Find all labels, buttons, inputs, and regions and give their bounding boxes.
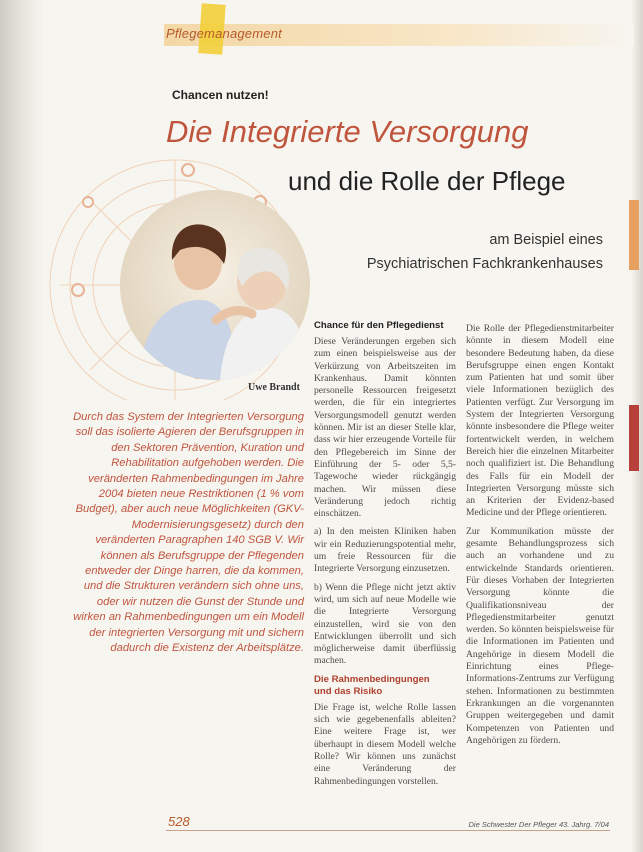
binding-shadow — [0, 0, 44, 852]
section-heading-chance: Chance für den Pflegedienst — [314, 320, 444, 331]
caregiver-elderly-photo — [120, 190, 310, 380]
article-title: Die Integrierte Versorgung — [166, 114, 529, 149]
body-column-right — [466, 323, 614, 753]
article-subtitle: und die Rolle der Pflege — [288, 166, 566, 196]
article-tagline-line1: am Beispiel eines — [489, 232, 603, 248]
thumb-tab-orange — [629, 200, 639, 270]
section-label: Pflegemanagement — [166, 26, 282, 41]
body-column-middle — [314, 316, 456, 794]
body-paragraph: Die Rolle der Pflegedienstmitarbeiter könnte in diesem Modell eine besondere Bedeutung haben, da diese Berufsgruppe einen engen Kontakt zum Patienten hat und somit über viele Informationen bezüglich des Patienten verfügt. Zur Versorgung im System der Integrierten Versorgung könnte insbesondere die Pflege weiter fortentwickelt werden, in welchem Bereich hier die einzelnen Mitarbeiter noch qualifiziert ist. Die Behandlung des Falls für ein Modell der Integrierten Versorgung müsste sich an Kriterien der Evidenz-based Medicine und der Pflege orientieren. — [466, 323, 614, 519]
section-heading-rahmen — [314, 674, 456, 698]
article-tagline-line2: Psychiatrischen Fachkrankenhauses — [366, 256, 603, 272]
footer-rule — [166, 830, 610, 831]
journal-reference: Die Schwester Der Pfleger 43. Jahrg. 7/04 — [468, 820, 609, 829]
body-paragraph: Diese Veränderungen ergeben sich zum einen beispielsweise aus der Verkürzung von Arbeitszeiten im Krankenhaus. Damit könnten personelle Ressourcen freigesetzt werden, die für ein integriertes Versorgungsmodell genutzt werden können. Mir ist an dieser Stelle klar, dass wir hier erzeugende Vorteile für den Pflegebereich im Sinne der Einführung der 5- oder 5,5-Tagewoche wieder rückgängig machen. Wir müssen diese Veränderung jedoch richtig einschätzen. — [314, 336, 456, 520]
body-paragraph: Zur Kommunikation müsste der gesamte Behandlungsprozess sich auch an vorhandene und zu entwickelnde Standards orientieren. Für dieses Vorhaben der Integrierten Versorgung könnte die Qualifikationsniveau der Pflegedienstmitarbeiter genutzt werden. So könnten beispielsweise für die Informationen im Patienten und Angehörige in diesem Modell die Einrichtung eines Pflege-Informations-Zentrums zur Verfügung stehen. Informationen zu bestimmten Erkrankungen an die vorgenannten Gruppen weitergegeben und damit Kompetenzen von Patienten und Angehörigen zu fördern. — [466, 525, 614, 746]
body-paragraph: a) In den meisten Kliniken haben wir ein Reduzierungspotential mehr, um freie Ressourcen für die Integrierte Versorgung einzusetzen. — [314, 526, 456, 575]
photo-illustration — [120, 190, 310, 380]
page-number: 528 — [168, 814, 190, 829]
author-credit: Uwe Brandt — [248, 382, 300, 393]
intro-paragraph: Durch das System der Integrierten Versorgung soll das isolierte Agieren der Berufsgruppen in den Sektoren Prävention, Kuration und Rehabilitation aufgehoben werden. Die veränderten Rahmenbedingungen im Jahre 2004 bieten neue Restriktionen (1 % vom Budget), aber auch neue Möglichkeiten (GKV-Modernisierungsgesetz) durch den veränderten Paragraphen 140 SGB V. Wir können als Berufsgruppe der Pflegenden entweder der Dinge harren, die da kommen, und die Strukturen verändern sich ohne uns, oder wir nutzen die Gunst der Stunde und wirken an Rahmenbedingungen um ein Modell der integrierten Versorgung mit und sichern dadurch die Existenz der Arbeitsplätze. — [73, 411, 304, 655]
section-heading-rahmen-line2: und das Risiko — [314, 685, 383, 697]
body-paragraph: b) Wenn die Pflege nicht jetzt aktiv wird, um sich auf neue Modelle wie die Integrierte Versorgung einzustellen, wird sie von den Entwicklungen überrollt und sich möglicherweise damit überflüssig machen. — [314, 581, 456, 667]
body-paragraph: Die Frage ist, welche Rolle lassen sich wie gegebenenfalls ableiten? Eine weitere Frage ist, wer überhaupt in diesem Modell welche Rolle? Wir können uns zunächst eine Veränderung der Rahmenbedingungen vorstellen. — [314, 701, 456, 787]
thumb-tab-red — [629, 405, 639, 471]
section-heading-rahmen-line1: Die Rahmenbedingungen — [314, 673, 430, 685]
article-kicker: Chancen nutzen! — [172, 88, 269, 102]
